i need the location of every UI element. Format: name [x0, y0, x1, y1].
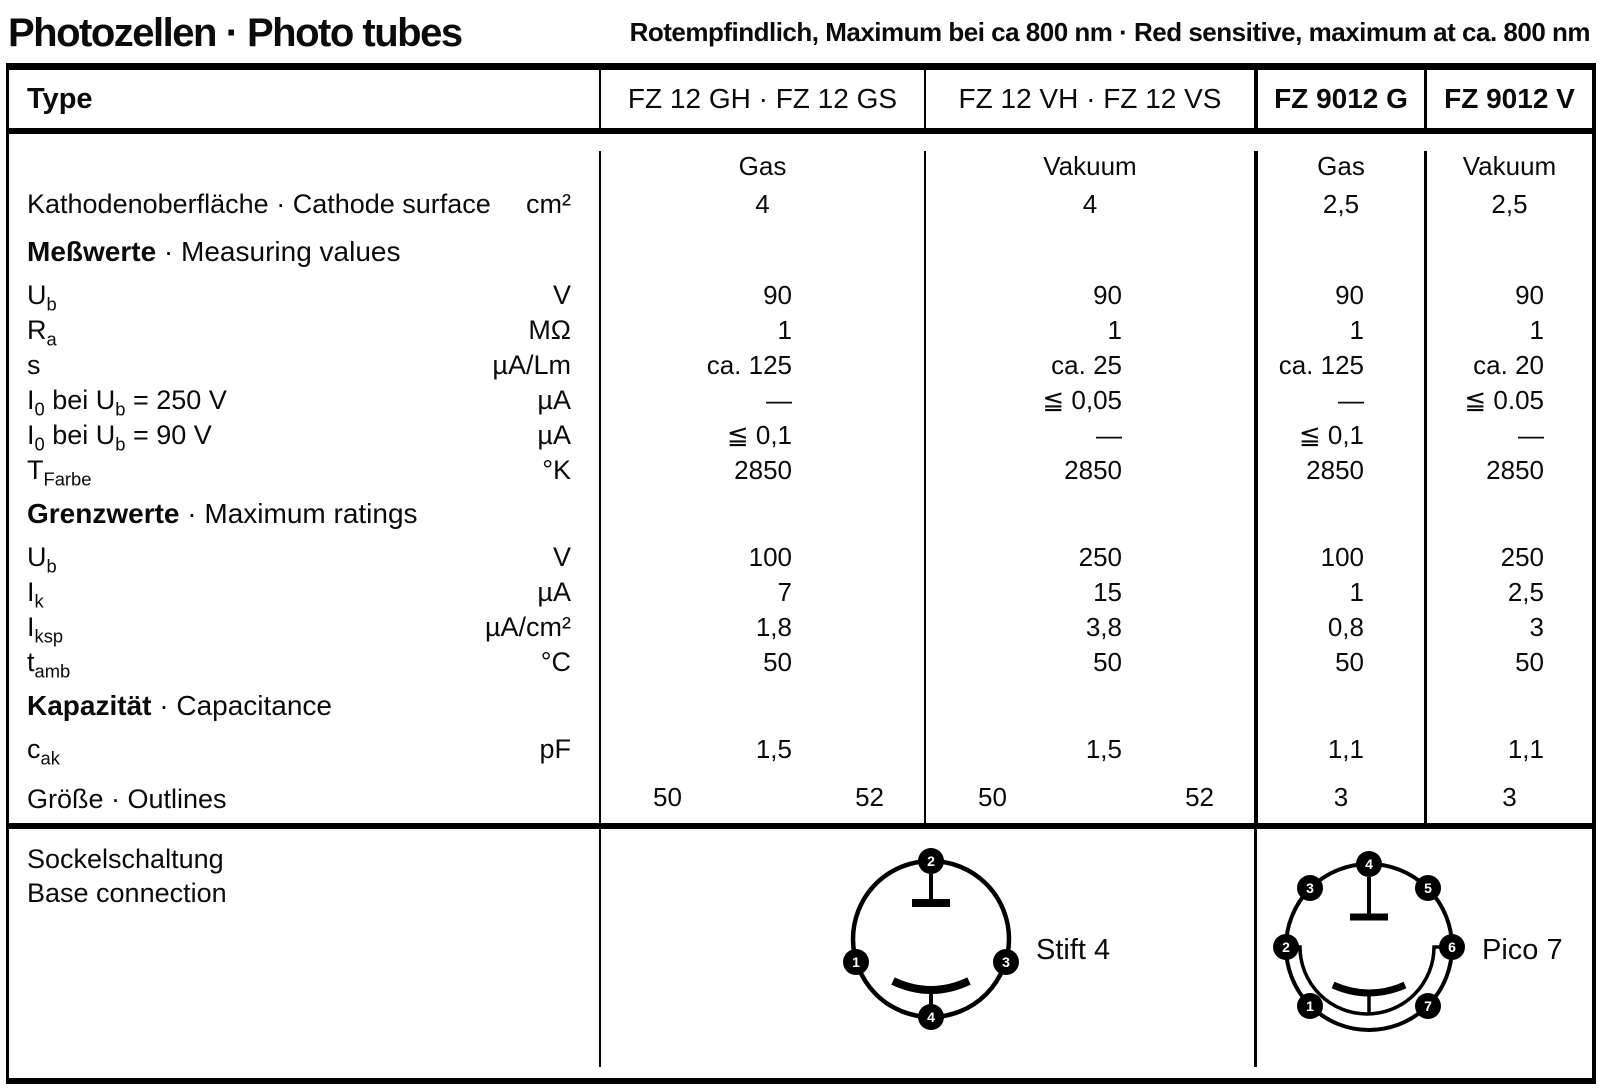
value-cell: 2850	[1424, 453, 1592, 488]
pin-6	[1439, 934, 1465, 960]
value-cell: 1,5	[924, 732, 1254, 767]
value-cell: 100	[599, 540, 924, 575]
pin-4	[918, 1004, 944, 1030]
table-row-dark-current-250v	[9, 383, 1592, 418]
value-cell: 90	[924, 278, 1254, 313]
row-label: $I_{ksp}$	[27, 612, 64, 647]
value-cell: ca. 125	[1254, 348, 1424, 383]
svg-text:2: 2	[1282, 939, 1290, 955]
diagram-caption-stift4: Stift 4	[1036, 934, 1111, 966]
value-cell: 250	[1424, 540, 1592, 575]
row-unit: MΩ	[528, 315, 571, 345]
table-row-color-temperature	[9, 453, 1592, 488]
value-cell: —	[599, 383, 924, 418]
svg-text:6: 6	[1448, 939, 1456, 955]
row-label: $I_0$ bei $U_b = 250$ V	[27, 385, 227, 420]
table-row-sensitivity	[9, 348, 1592, 383]
value-cell: 2,5	[1424, 182, 1592, 226]
value-cell: 4	[599, 182, 924, 226]
section-heading-de: Kapazität	[27, 690, 152, 721]
page-title: Photozellen · Photo tubes	[8, 11, 462, 55]
row-label: $c_{ak}$	[27, 734, 60, 769]
value-cell: ≦ 0,1	[599, 418, 924, 453]
row-unit: µA	[537, 385, 571, 415]
value-cell: ca. 20	[1424, 348, 1592, 383]
column-header-fz9012v: FZ 9012 V	[1424, 70, 1592, 128]
row-label: s	[27, 350, 41, 380]
row-unit: V	[552, 542, 571, 572]
row-label: $I_0$ bei $U_b = 90$ V	[27, 420, 212, 455]
value-cell: 15	[924, 575, 1254, 610]
value-cell: ca. 25	[924, 348, 1254, 383]
value-cell: ca. 125	[599, 348, 924, 383]
value-cell: 1	[1424, 313, 1592, 348]
pin-2	[918, 848, 944, 874]
table-row-dark-current-90v	[9, 418, 1592, 453]
value-cell: 3	[1424, 610, 1592, 645]
section-heading-en: · Measuring values	[156, 236, 401, 267]
base-diagram-pico7	[1257, 829, 1587, 1067]
outline-number: 50	[653, 782, 682, 812]
row-label: $T_{Farbe}$	[27, 455, 92, 490]
pin-1	[843, 949, 869, 975]
value-cell: 90	[599, 278, 924, 313]
masthead	[8, 0, 1590, 60]
svg-text:5: 5	[1424, 880, 1432, 896]
value-cell: ≦ 0,1	[1254, 418, 1424, 453]
row-unit: µA/cm²	[484, 612, 571, 642]
row-unit: µA	[537, 420, 571, 450]
table-row-fill-type	[9, 134, 1592, 182]
table-row-ub-measuring	[9, 278, 1592, 313]
value-cell: 2850	[1254, 453, 1424, 488]
row-label: Größe · Outlines	[27, 784, 227, 814]
value-cell: —	[924, 418, 1254, 453]
outline-number: 3	[1333, 782, 1349, 812]
diagram-caption-pico7: Pico 7	[1482, 934, 1563, 966]
value-cell: 1	[1254, 313, 1424, 348]
section-heading-capacitance	[9, 680, 1592, 732]
value-cell: ≦ 0.05	[1424, 383, 1592, 418]
row-unit: °K	[542, 455, 571, 485]
table-row-ik	[9, 575, 1592, 610]
value-cell: 50	[1424, 645, 1592, 680]
pin-4	[1356, 851, 1382, 877]
cell-fill-type: Gas	[599, 151, 924, 182]
value-cell: 0,8	[1254, 610, 1424, 645]
pin-3	[1297, 875, 1323, 901]
row-label: $R_a$	[27, 315, 57, 350]
value-cell: 250	[924, 540, 1254, 575]
cell-fill-type: Vakuum	[1424, 151, 1592, 182]
outline-number: 50	[978, 782, 1007, 812]
pin-2	[1273, 934, 1299, 960]
section-heading-de: Meßwerte	[27, 236, 157, 267]
base-connection-label-en: Base connection	[27, 877, 227, 908]
outline-number: 52	[855, 782, 884, 812]
column-header-fz9012g: FZ 9012 G	[1254, 70, 1424, 128]
value-cell: —	[1424, 418, 1592, 453]
svg-text:4: 4	[1365, 856, 1373, 872]
value-cell: 2,5	[1424, 575, 1592, 610]
svg-text:3: 3	[1306, 880, 1314, 896]
section-heading-de: Grenzwerte	[27, 498, 180, 529]
pin-7	[1415, 993, 1441, 1019]
svg-text:2: 2	[927, 853, 935, 869]
row-unit: µA/Lm	[492, 350, 571, 380]
svg-text:1: 1	[852, 954, 860, 970]
value-cell: 1,8	[599, 610, 924, 645]
section-heading-en: · Maximum ratings	[179, 498, 418, 529]
spec-table	[6, 63, 1596, 1084]
type-header: Type	[27, 82, 93, 115]
section-heading-measuring	[9, 226, 1592, 278]
value-cell: 50	[924, 645, 1254, 680]
row-unit: µA	[537, 577, 571, 607]
table-row-cak	[9, 732, 1592, 767]
svg-text:3: 3	[1002, 954, 1010, 970]
column-header-fz12g: FZ 12 GH · FZ 12 GS	[599, 70, 924, 128]
value-cell: 1	[924, 313, 1254, 348]
row-unit: °C	[540, 647, 571, 677]
cell-fill-type: Vakuum	[924, 151, 1254, 182]
svg-text:4: 4	[927, 1009, 935, 1025]
table-row-iksp	[9, 610, 1592, 645]
value-cell: 4	[924, 182, 1254, 226]
value-cell: 1	[599, 313, 924, 348]
table-header-row	[9, 70, 1592, 134]
row-unit: cm²	[526, 188, 571, 219]
value-cell: 1,1	[1254, 732, 1424, 767]
row-label: $t_{amb}$	[27, 647, 71, 682]
row-unit: V	[552, 280, 571, 310]
page-subtitle: Rotempfindlich, Maximum bei ca 800 nm · Red sensitive, maximum at ca. 800 nm	[629, 17, 1590, 47]
svg-text:1: 1	[1306, 998, 1314, 1014]
table-row-outlines	[9, 767, 1592, 823]
section-heading-en: · Capacitance	[151, 690, 333, 721]
value-cell: 2850	[599, 453, 924, 488]
value-cell: 7	[599, 575, 924, 610]
table-row-cathode-surface	[9, 182, 1592, 226]
cell-fill-type: Gas	[1254, 151, 1424, 182]
row-label: $U_b$	[27, 280, 57, 315]
value-cell: 3,8	[924, 610, 1254, 645]
value-cell: 100	[1254, 540, 1424, 575]
value-cell: —	[1254, 383, 1424, 418]
pin-3	[993, 949, 1019, 975]
value-cell: 50	[1254, 645, 1424, 680]
value-cell: ≦ 0,05	[924, 383, 1254, 418]
value-cell: 90	[1424, 278, 1592, 313]
value-cell: 50	[599, 645, 924, 680]
value-cell: 1	[1254, 575, 1424, 610]
row-label: $I_k$	[27, 577, 44, 612]
pin-1	[1297, 993, 1323, 1019]
table-row-ra	[9, 313, 1592, 348]
value-cell: 2,5	[1254, 182, 1424, 226]
base-connection-section	[9, 823, 1592, 1067]
base-connection-label-de: Sockelschaltung	[27, 844, 224, 874]
svg-text:7: 7	[1424, 998, 1432, 1014]
base-diagram-stift4	[601, 829, 1254, 1067]
outline-number: 52	[1185, 782, 1214, 812]
section-heading-maximum-ratings	[9, 488, 1592, 540]
outline-number: 3	[1502, 782, 1517, 812]
row-unit: pF	[539, 734, 571, 764]
table-row-tamb	[9, 645, 1592, 680]
table-row-ub-max	[9, 540, 1592, 575]
value-cell: 1,5	[599, 732, 924, 767]
pin-5	[1415, 875, 1441, 901]
value-cell: 2850	[924, 453, 1254, 488]
value-cell: 90	[1254, 278, 1424, 313]
value-cell: 1,1	[1424, 732, 1592, 767]
row-label: $U_b$	[27, 542, 57, 577]
column-header-fz12v: FZ 12 VH · FZ 12 VS	[924, 70, 1254, 128]
row-label: Kathodenoberfläche · Cathode surface	[27, 188, 491, 219]
